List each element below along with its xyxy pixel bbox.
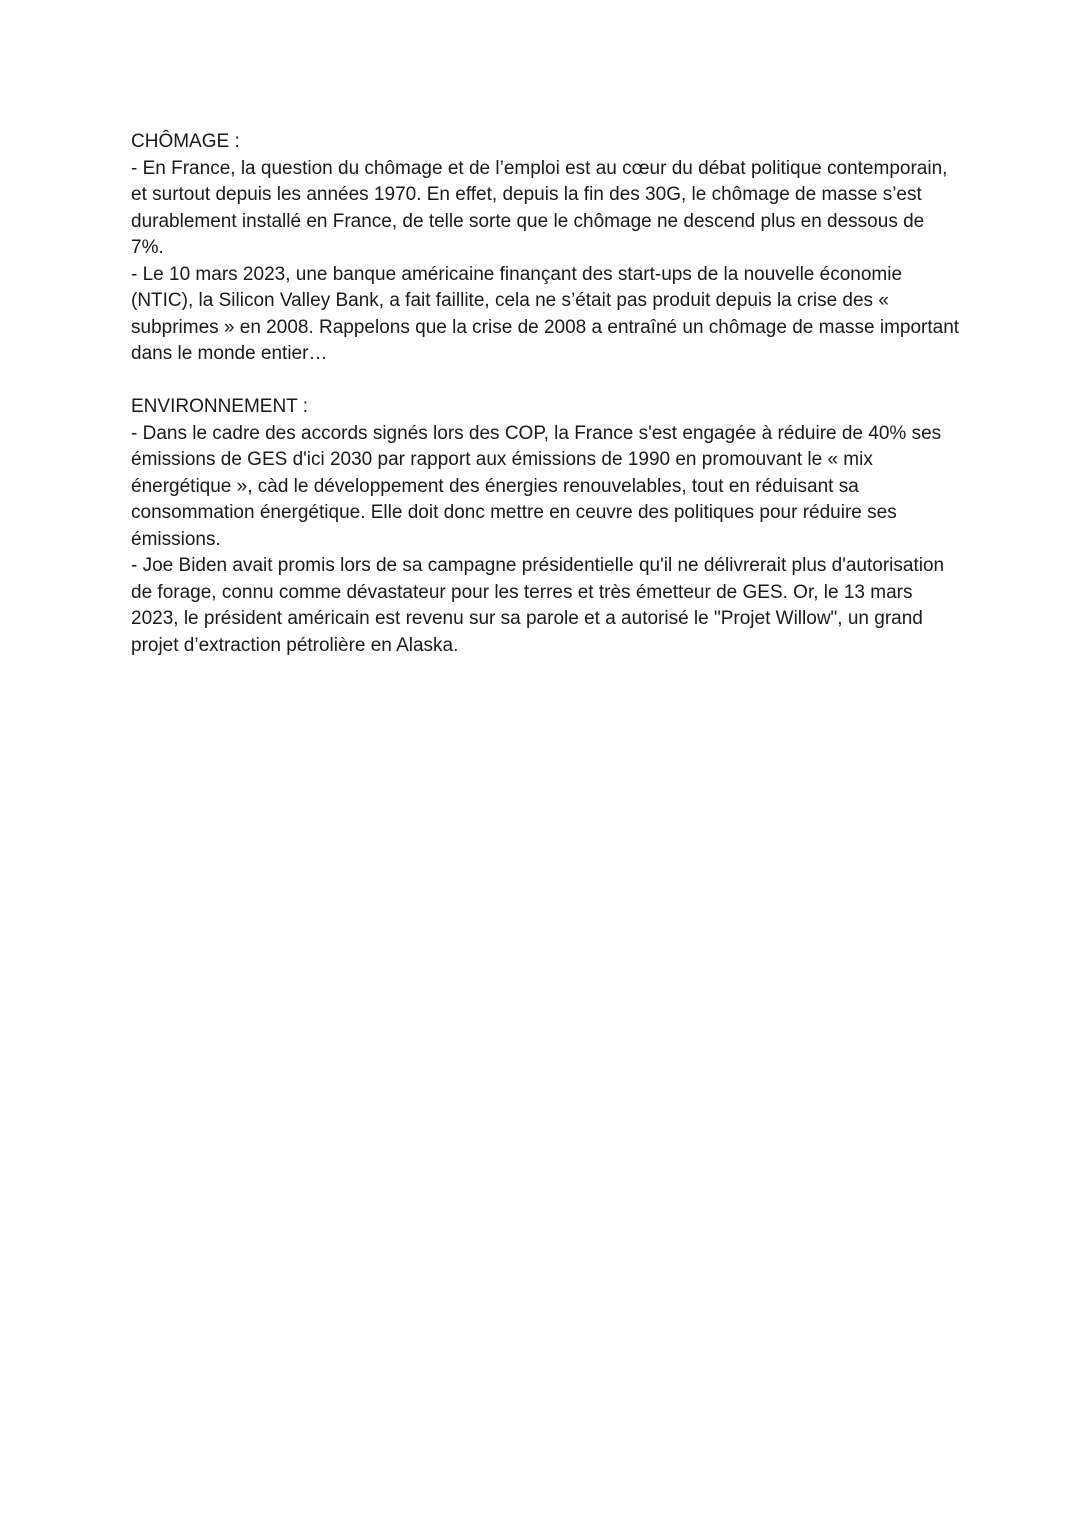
paragraph-chomage-svb: - Le 10 mars 2023, une banque américaine finançant des start-ups de la nouvelle économie (NTIC), la Silicon Valley Bank, a fait faillite, cela ne s’était pas produit depuis la crise des « subprimes » en 2008. Rappelons que la crise de 2008 a entraîné un chômage de masse important dans le monde entier… xyxy=(131,263,960,364)
section-chomage xyxy=(131,129,961,368)
document-body xyxy=(131,129,961,659)
paragraph-environnement-willow: - Joe Biden avait promis lors de sa campagne présidentielle qu'il ne délivrerait plus d'autorisation de forage, connu comme dévastateur pour les terres et très émetteur de GES. Or, le 13 mars 2023, le président américain est revenu sur sa parole et a autorisé le "Projet Willow", un grand projet d’extraction pétrolière en Alaska. xyxy=(131,555,945,656)
paragraph-chomage-france: - En France, la question du chômage et de l’emploi est au cœur du débat politique contemporain, et surtout depuis les années 1970. En effet, depuis la fin des 30G, le chômage de masse s’est durablement installé en France, de telle sorte que le chômage ne descend plus en dessous de 7%. xyxy=(131,157,948,258)
section-spacer xyxy=(131,368,961,395)
section-title-chomage: CHÔMAGE : xyxy=(131,131,240,152)
paragraph-environnement-cop: - Dans le cadre des accords signés lors des COP, la France s'est engagée à réduire de 40% ses émissions de GES d'ici 2030 par rapport aux émissions de 1990 en promouvant le « mix énergétique », càd le développement des énergies renouvelables, tout en réduisant sa consommation énergétique. Elle doit donc mettre en ceuvre des politiques pour réduire ses émissions. xyxy=(131,422,942,550)
section-environnement xyxy=(131,394,961,659)
section-title-environnement: ENVIRONNEMENT : xyxy=(131,396,309,417)
